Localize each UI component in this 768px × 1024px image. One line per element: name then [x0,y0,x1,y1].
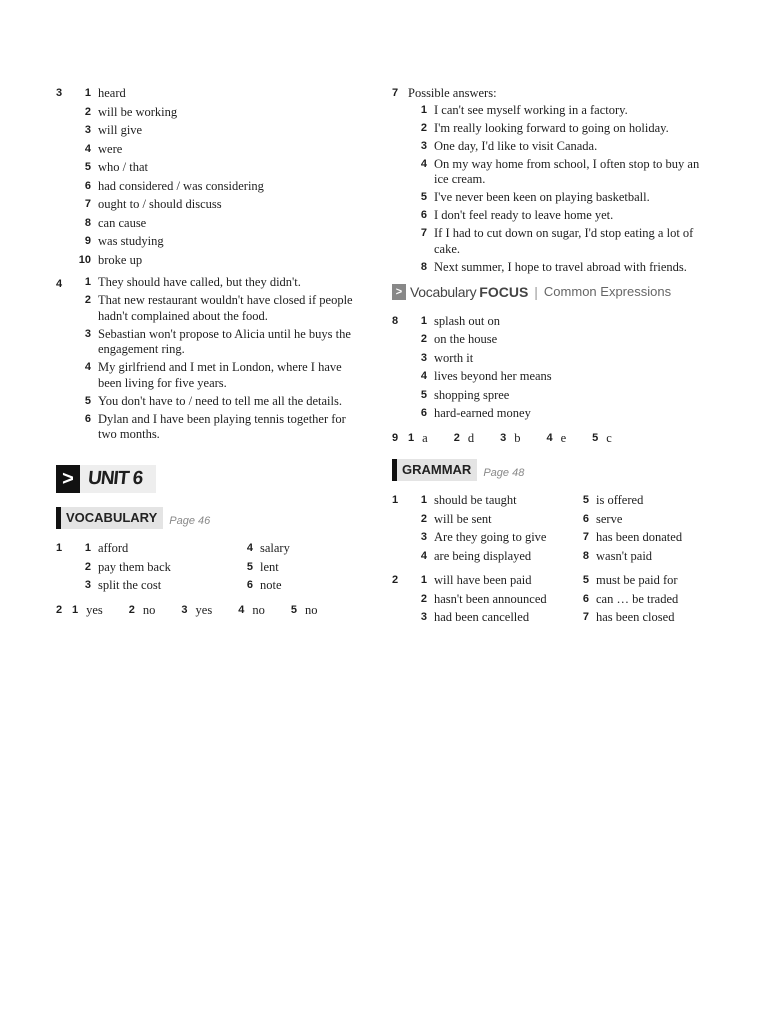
answer-number: 1 [420,103,427,116]
answer-item [408,386,712,405]
answer-number: 10 [78,253,91,266]
right-column [392,84,712,627]
answer-item [72,214,362,233]
answer-item [234,558,362,577]
answer-number: 1 [72,603,79,616]
answer-number: 2 [420,121,427,134]
inline-answers [408,429,712,448]
grammar-exercise-2 [392,571,712,627]
answer-text: broke up [98,252,143,267]
answer-text: were [98,141,123,156]
answer-item [72,121,362,140]
answer-item [592,429,638,448]
answer-item [72,103,362,122]
answer-item [500,429,546,448]
exercise-number: 2 [392,574,399,586]
answer-item [72,327,362,358]
answer-text: I don't feel ready to leave home yet. [434,208,614,222]
answer-number: 1 [84,87,91,99]
inline-answers [72,601,362,620]
answer-text: no [142,602,156,617]
answer-text: hard-earned money [434,406,531,420]
answer-text: I'm really looking forward to going on holiday. [434,120,669,135]
answer-item [570,571,712,590]
divider: | [534,283,538,300]
answer-text: If I had to cut down on sugar, I'd stop eating a lot of cake. [434,226,694,256]
answer-text: yes [86,602,103,617]
answer-item [291,601,344,620]
answer-item [408,590,570,609]
answer-text: will be sent [434,511,492,526]
vocabulary-focus-heading [392,284,712,300]
answer-number: 8 [84,216,91,229]
section-label: VOCABULARY [61,507,163,529]
answer-text: salary [260,541,290,555]
answer-number: 5 [290,603,297,616]
answer-number: 7 [582,531,589,543]
vocabulary-exercise-1 [56,539,362,595]
answer-item [72,360,362,391]
vocabulary-exercise-2 [56,601,362,620]
answer-text: no [252,602,265,617]
answer-text: shopping spree [434,387,510,402]
answer-item [72,177,362,196]
section-page-ref: Page 48 [483,467,525,479]
answer-item [408,121,712,137]
answer-number: 6 [84,179,91,192]
answer-number: 3 [84,579,91,591]
exercise-7 [392,84,712,278]
answer-text: b [514,430,521,445]
answer-item [238,601,291,620]
answer-item [454,429,500,448]
answer-item [408,312,712,331]
answer-number: 3 [181,603,188,616]
answer-number: 5 [420,388,427,401]
answer-item [408,367,712,386]
answer-text: They should have called, but they didn't. [98,275,301,289]
answer-item [408,510,570,529]
answer-number: 6 [420,407,427,419]
answer-text: on the house [434,332,498,346]
answer-text: had been cancelled [434,610,530,624]
answer-text: e [560,430,567,445]
answer-item [72,195,362,214]
answer-text: no [304,602,318,617]
answer-text: I can't see myself working in a factory. [434,102,628,117]
exercise-3 [56,84,362,269]
answer-item [546,429,592,448]
unit-title: UNIT 6 [86,468,144,489]
answer-item [408,103,712,119]
answer-item [72,275,362,291]
answer-number: 6 [246,579,253,591]
answer-text: will give [98,123,143,137]
answer-item [570,590,712,609]
answer-number: 5 [84,394,91,407]
exercise-number: 3 [56,87,63,99]
answer-grid [408,571,712,627]
answer-number: 4 [238,603,245,616]
answer-number: 4 [546,431,553,444]
answer-number: 5 [246,560,253,573]
answer-number: 6 [420,209,427,221]
answer-item [72,140,362,159]
exercise-number: 7 [392,87,399,99]
answer-number: 4 [84,361,91,373]
answer-text: will have been paid [434,573,532,587]
answer-column-2 [570,491,712,565]
answer-number: 2 [84,294,91,306]
exercise-number: 9 [392,431,399,444]
answer-text: a [422,430,428,445]
answer-number: 2 [420,333,427,345]
exercise-number: 4 [56,278,63,290]
answer-number: 4 [420,549,427,562]
answer-text: c [606,430,612,445]
answer-item [129,601,182,620]
answer-number: 2 [453,431,460,444]
answer-number: 6 [582,512,589,525]
answer-item [72,539,234,558]
answer-text: split the cost [98,578,162,592]
exercise-number: 8 [392,314,399,327]
answer-text: lives beyond her means [434,369,552,383]
answer-number: 2 [84,105,91,118]
answer-text: can … be traded [596,591,679,606]
answer-item [408,139,712,155]
exercise-number: 1 [392,494,399,506]
answer-text: has been closed [596,610,675,624]
answer-item [408,491,570,510]
exercise-number: 1 [56,542,63,554]
answer-item [408,190,712,206]
answer-number: 4 [246,542,253,554]
answer-number: 4 [420,157,427,170]
answer-column-2 [234,539,362,595]
answer-item [408,260,712,276]
answer-number: 5 [592,431,599,444]
grammar-exercise-1 [392,491,712,565]
answer-text: heard [98,86,126,100]
answer-number: 2 [128,603,135,616]
answer-number: 6 [582,592,589,605]
answer-number: 3 [500,431,507,444]
answer-text: I've never been keen on playing basketball. [434,190,650,204]
answer-number: 6 [84,412,91,425]
answer-number: 3 [420,531,427,543]
answer-item [72,251,362,270]
answer-text: hasn't been announced [434,591,547,606]
answer-item [570,491,712,510]
answer-item [72,576,234,595]
answer-text: You don't have to / need to tell me all the details. [98,393,342,408]
answer-item [72,232,362,251]
answer-item [408,208,712,224]
answer-text: Next summer, I hope to travel abroad with friends. [434,259,687,274]
unit-heading [56,465,156,493]
answer-text: should be taught [434,493,517,507]
vocabulary-heading [56,507,362,529]
answer-text: was studying [98,234,164,248]
answer-number: 7 [420,227,427,239]
answer-text: Sebastian won't propose to Alicia until he buys the engagement ring. [98,326,351,356]
answer-number: 3 [420,139,427,152]
answer-item [181,601,238,620]
chevron-right-icon: > [56,465,80,493]
answer-column-2 [570,571,712,627]
vf-word-2: FOCUS [479,283,529,300]
answer-number: 7 [582,611,589,623]
answer-item [408,547,570,566]
answer-column-1 [72,539,234,595]
answer-number: 1 [420,494,427,506]
answer-column-1 [408,491,570,565]
answer-list [408,312,712,423]
answer-list [408,103,712,276]
answer-item [408,157,712,188]
answer-number: 2 [420,512,427,525]
answer-text: serve [596,511,623,526]
answer-text: are being displayed [434,548,532,563]
answer-text: Are they going to give [434,530,547,544]
answer-text: splash out on [434,313,500,328]
exercise-number: 2 [56,603,63,616]
answer-number: 3 [84,327,91,340]
answer-item [72,394,362,410]
answer-text: had considered / was considering [98,178,264,193]
vf-subtitle: Common Expressions [543,284,672,299]
answer-column-1 [408,571,570,627]
answer-text: yes [195,602,213,617]
answer-item [72,558,234,577]
chevron-right-icon: > [392,284,406,300]
answer-grid [72,539,362,595]
answer-text: d [467,430,475,445]
answer-text: has been donated [596,530,683,544]
answer-text: afford [98,541,129,555]
answer-item [408,330,712,349]
answer-item [72,412,362,443]
answer-number: 1 [84,542,91,554]
answer-item [72,293,362,324]
answer-item [408,608,570,627]
answer-number: 5 [582,574,589,586]
left-column [56,84,362,619]
answer-item [72,158,362,177]
answer-number: 1 [420,574,427,586]
answer-grid [408,491,712,565]
answer-number: 3 [420,611,427,623]
answer-item [408,528,570,547]
answer-number: 2 [420,592,427,605]
answer-number: 9 [84,235,91,247]
answer-number: 1 [84,276,91,288]
answer-number: 3 [84,124,91,136]
answer-text: ought to / should discuss [98,197,222,211]
answer-text: worth it [434,350,474,365]
answer-text: One day, I'd like to visit Canada. [434,138,598,153]
vf-word-1: Vocabulary [410,283,477,300]
exercise-9 [392,429,712,448]
answer-text: must be paid for [596,573,678,587]
answer-item [570,547,712,566]
answer-item [408,226,712,257]
answer-number: 7 [84,198,91,210]
answer-item [234,576,362,595]
answer-text: On my way home from school, I often stop to buy an ice cream. [434,156,700,186]
answer-text: note [260,578,282,592]
answer-number: 1 [408,431,415,444]
exercise-4 [56,275,362,445]
answer-text: can cause [98,215,147,230]
answer-item [570,528,712,547]
answer-number: 5 [84,161,91,173]
answer-text: pay them back [98,559,171,574]
answer-number: 5 [582,494,589,506]
answer-text: is offered [596,493,644,507]
answer-number: 3 [420,351,427,364]
section-label: GRAMMAR [397,459,477,481]
answer-number: 4 [84,142,91,155]
answer-list [72,84,362,269]
answer-text: My girlfriend and I met in London, where I have been living for five years. [98,360,342,390]
exercise-heading: Possible answers: [408,86,497,100]
grammar-heading [392,459,712,481]
answer-item [570,510,712,529]
answer-number: 5 [420,191,427,203]
answer-item [72,84,362,103]
answer-item [408,571,570,590]
answer-text: lent [260,559,279,574]
answer-text: Dylan and I have been playing tennis together for two months. [98,411,346,441]
answer-item [408,349,712,368]
answer-text: wasn't paid [596,548,653,563]
answer-text: That new restaurant wouldn't have closed if people hadn't complained about the food. [98,293,353,323]
answer-item [234,539,362,558]
answer-number: 4 [420,370,427,382]
answer-list [72,275,362,445]
answer-number: 8 [420,260,427,273]
answer-item [570,608,712,627]
answer-item [408,404,712,423]
answer-number: 8 [582,549,589,562]
exercise-8 [392,312,712,423]
answer-number: 2 [84,560,91,573]
answer-text: will be working [98,104,178,119]
answer-item [72,601,129,620]
section-page-ref: Page 46 [169,515,211,527]
answer-number: 1 [420,314,427,327]
answer-text: who / that [98,160,148,174]
answer-item [408,429,454,448]
